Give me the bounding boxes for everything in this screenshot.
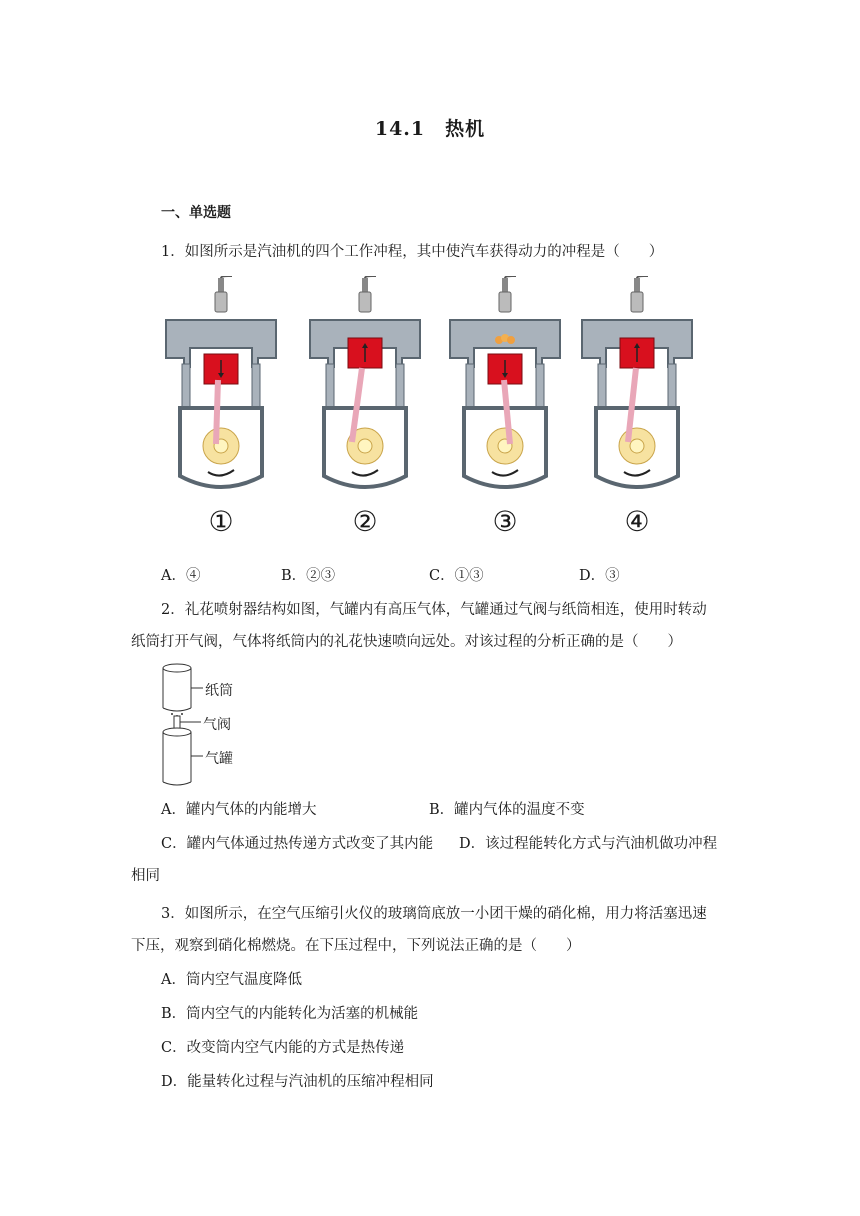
engine-diagram-4	[576, 276, 698, 498]
label-valve: 气阀	[203, 717, 231, 733]
section-heading: 一、单选题	[161, 205, 231, 221]
q1-stem: 1．如图所示是汽油机的四个工作冲程，其中使汽车获得动力的冲程是（ ）	[161, 244, 664, 260]
engine-label-1: ①	[208, 505, 234, 538]
engine-diagram-3	[444, 276, 566, 498]
q1-option-b: B．②③	[281, 568, 336, 584]
q2-option-c: C．罐内气体通过热传递方式改变了其内能	[161, 836, 434, 852]
engine-label-3: ③	[492, 505, 518, 538]
q3-option-a: A．筒内空气温度降低	[161, 972, 302, 988]
q2-stem-line1: 2．礼花喷射器结构如图，气罐内有高压气体，气罐通过气阀与纸筒相连，使用时转动	[161, 602, 707, 618]
q3-option-d: D．能量转化过程与汽油机的压缩冲程相同	[161, 1074, 434, 1090]
q3-stem-line1: 3．如图所示，在空气压缩引火仪的玻璃筒底放一小团干燥的硝化棉，用力将活塞迅速	[161, 906, 707, 922]
q2-option-d: D．该过程能转化方式与汽油机做功冲程	[459, 836, 718, 852]
label-paper-tube: 纸筒	[205, 683, 233, 699]
engine-label-2: ②	[352, 505, 378, 538]
engine-label-4: ④	[624, 505, 650, 538]
engine-diagram-1	[160, 276, 282, 498]
q1-option-c: C．①③	[429, 568, 484, 584]
label-gas-tank: 气罐	[205, 751, 233, 767]
q2-option-b: B．罐内气体的温度不变	[429, 802, 585, 818]
q3-stem-line2: 下压，观察到硝化棉燃烧。在下压过程中，下列说法正确的是（ ）	[131, 938, 581, 954]
q3-option-b: B．筒内空气的内能转化为活塞的机械能	[161, 1006, 419, 1022]
q2-stem-line2: 纸筒打开气阀，气体将纸筒内的礼花快速喷向远处。对该过程的分析正确的是（ ）	[131, 634, 682, 650]
engine-diagram-2	[304, 276, 426, 498]
q1-option-d: D．③	[579, 568, 620, 584]
q1-option-a: A．④	[161, 568, 201, 584]
q2-option-a: A．罐内气体的内能增大	[161, 802, 317, 818]
page-title: 14.1 热机	[374, 118, 486, 140]
q3-option-c: C．改变筒内空气内能的方式是热传递	[161, 1040, 405, 1056]
q2-option-d-cont: 相同	[131, 868, 160, 884]
